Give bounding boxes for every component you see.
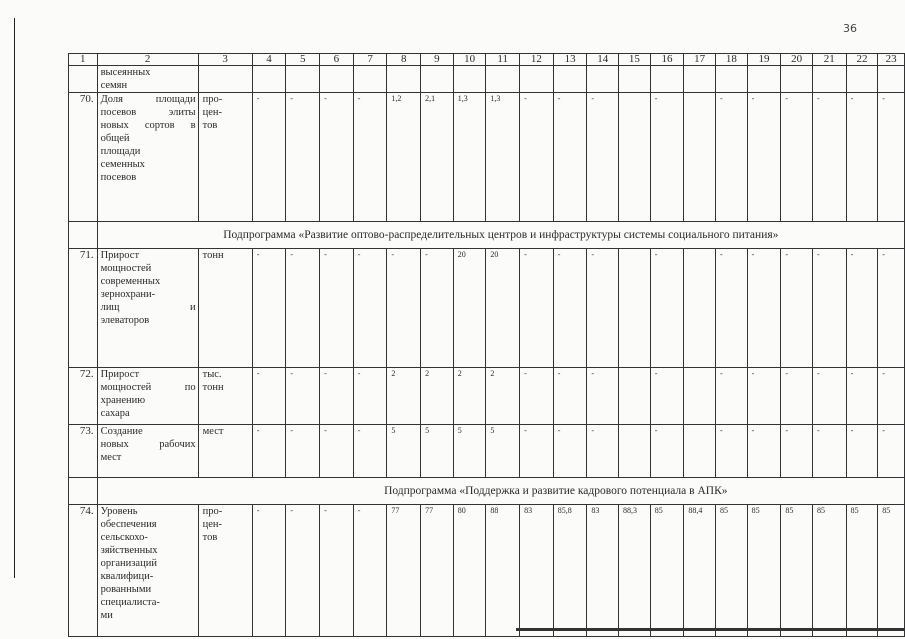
value-cell: 1,3	[486, 93, 520, 222]
value-cell	[878, 66, 905, 93]
value-cell	[421, 66, 454, 93]
text-line: про-	[202, 506, 223, 517]
text-line: зяйственных	[100, 545, 158, 556]
value-cell: -	[781, 425, 813, 478]
word: по	[184, 382, 196, 393]
subprogram-row	[69, 478, 905, 505]
value-cell: -	[353, 505, 387, 637]
value-cell: 85	[650, 505, 684, 637]
text-line: семян	[100, 80, 128, 91]
value-cell: -	[252, 425, 286, 478]
value-cell: -	[387, 249, 421, 368]
value-cell	[716, 66, 748, 93]
value-cell: 2	[387, 368, 421, 425]
indicator-name	[97, 249, 198, 368]
value-cell: -	[747, 249, 781, 368]
text-line: Прирост	[100, 250, 140, 261]
value-cell: -	[812, 425, 846, 478]
text-line: общей	[100, 133, 130, 144]
value-cell	[781, 66, 813, 93]
value-cell	[486, 66, 520, 93]
value-cell: -	[878, 368, 905, 425]
value-cell: -	[520, 249, 554, 368]
text-line: посевов	[100, 172, 137, 183]
value-cell	[387, 66, 421, 93]
text-line: специалиста-	[100, 597, 160, 608]
word: и	[190, 302, 196, 313]
unit-cell	[198, 425, 252, 478]
value-cell: -	[587, 425, 619, 478]
value-cell: -	[878, 249, 905, 368]
word: новых	[100, 120, 129, 131]
value-cell	[353, 66, 387, 93]
value-cell: -	[353, 249, 387, 368]
value-cell: -	[716, 93, 748, 222]
text-line	[101, 301, 196, 314]
word: лищ	[100, 302, 120, 313]
text-line: ми	[100, 610, 113, 621]
text-line: площади	[100, 146, 141, 157]
value-cell: 1,2	[387, 93, 421, 222]
value-cell: -	[252, 249, 286, 368]
value-cell: -	[553, 425, 587, 478]
value-cell: 1,3	[453, 93, 486, 222]
value-cell: -	[781, 249, 813, 368]
value-cell: -	[421, 249, 454, 368]
column-number: 21	[812, 54, 846, 66]
bottom-rule	[516, 628, 905, 631]
column-number: 8	[387, 54, 421, 66]
value-cell: -	[747, 425, 781, 478]
text-line: тов	[202, 120, 218, 131]
value-cell: -	[781, 93, 813, 222]
value-cell: -	[252, 93, 286, 222]
text-line: семенных	[100, 159, 145, 170]
text-line: тыс.	[202, 369, 222, 380]
value-cell: -	[286, 425, 320, 478]
value-cell: 85	[812, 505, 846, 637]
value-cell: -	[846, 93, 878, 222]
value-cell	[684, 93, 716, 222]
word: новых	[100, 439, 129, 450]
text-line	[101, 106, 196, 119]
column-number: 16	[650, 54, 684, 66]
indicator-name	[97, 505, 198, 637]
value-cell: -	[286, 368, 320, 425]
unit-cell	[198, 249, 252, 368]
subprogram-title: Подпрограмма «Поддержка и развитие кадрового потенциала в АПК»	[97, 478, 904, 505]
subprogram-row	[69, 222, 905, 249]
unit-cell	[198, 368, 252, 425]
text-line: квалифици-	[100, 571, 154, 582]
value-cell: -	[878, 425, 905, 478]
value-cell: -	[320, 249, 354, 368]
value-cell: 5	[453, 425, 486, 478]
table-row	[69, 249, 905, 368]
page-number: 36	[843, 22, 857, 35]
column-number: 22	[846, 54, 878, 66]
column-number: 7	[353, 54, 387, 66]
value-cell: 5	[486, 425, 520, 478]
text-line: тов	[202, 532, 218, 543]
column-number: 23	[878, 54, 905, 66]
word: мощностей	[100, 382, 152, 393]
value-cell: -	[812, 249, 846, 368]
value-cell	[650, 66, 684, 93]
value-cell: -	[353, 93, 387, 222]
value-cell: 2	[486, 368, 520, 425]
value-cell: -	[286, 93, 320, 222]
value-cell: 85	[878, 505, 905, 637]
column-number: 6	[320, 54, 354, 66]
row-number: 70.	[69, 93, 98, 222]
value-cell: 77	[421, 505, 454, 637]
value-cell: 85	[781, 505, 813, 637]
value-cell: 2	[421, 368, 454, 425]
column-number: 19	[747, 54, 781, 66]
value-cell: -	[520, 93, 554, 222]
word: в	[190, 120, 196, 131]
value-cell: -	[650, 93, 684, 222]
table-row	[69, 505, 905, 637]
text-line: мест	[100, 452, 122, 463]
word: площади	[155, 94, 196, 105]
column-number: 3	[198, 54, 252, 66]
value-cell: -	[587, 249, 619, 368]
indicator-name	[97, 93, 198, 222]
value-cell: 20	[453, 249, 486, 368]
value-cell: -	[520, 368, 554, 425]
unit-cell	[198, 93, 252, 222]
word: элиты	[168, 107, 196, 118]
value-cell: -	[846, 368, 878, 425]
column-number: 10	[453, 54, 486, 66]
table-row	[69, 425, 905, 478]
text-line: Прирост	[100, 369, 140, 380]
text-line: Создание	[100, 426, 143, 437]
text-line: мест	[202, 426, 224, 437]
column-number: 15	[619, 54, 651, 66]
value-cell	[812, 66, 846, 93]
text-line: сахара	[100, 408, 130, 419]
value-cell: -	[587, 93, 619, 222]
value-cell: 80	[453, 505, 486, 637]
value-cell: -	[716, 368, 748, 425]
value-cell: -	[520, 425, 554, 478]
table-row	[69, 93, 905, 222]
value-cell	[684, 425, 716, 478]
value-cell: 77	[387, 505, 421, 637]
text-line: сельскохо-	[100, 532, 148, 543]
column-number: 2	[97, 54, 198, 66]
text-line: современных	[100, 276, 161, 287]
text-line: обеспечения	[100, 519, 157, 530]
value-cell	[553, 66, 587, 93]
table-row	[69, 368, 905, 425]
row-number	[69, 222, 98, 249]
value-cell: -	[650, 368, 684, 425]
column-number: 9	[421, 54, 454, 66]
value-cell: 88,3	[619, 505, 651, 637]
text-line	[101, 119, 196, 132]
row-number: 71.	[69, 249, 98, 368]
word: Доля	[100, 94, 123, 105]
value-cell	[520, 66, 554, 93]
value-cell: -	[320, 505, 354, 637]
row-number: 74.	[69, 505, 98, 637]
value-cell: 85	[846, 505, 878, 637]
value-cell: -	[553, 93, 587, 222]
value-cell: -	[846, 249, 878, 368]
text-line: высеянных	[100, 67, 151, 78]
value-cell	[684, 368, 716, 425]
text-line: мощностей	[100, 263, 152, 274]
value-cell: 2,1	[421, 93, 454, 222]
value-cell: -	[252, 368, 286, 425]
value-cell: 83	[520, 505, 554, 637]
value-cell: -	[587, 368, 619, 425]
indicator-name	[97, 368, 198, 425]
continuation-row	[69, 66, 905, 93]
row-number: 73.	[69, 425, 98, 478]
column-number: 4	[252, 54, 286, 66]
text-line: тонн	[202, 382, 224, 393]
table-body	[69, 54, 905, 637]
value-cell: 2	[453, 368, 486, 425]
value-cell: 83	[587, 505, 619, 637]
value-cell: -	[553, 368, 587, 425]
word: сортов	[144, 120, 175, 131]
indicator-table	[68, 53, 905, 637]
value-cell	[453, 66, 486, 93]
value-cell: -	[553, 249, 587, 368]
value-cell: 88	[486, 505, 520, 637]
value-cell	[846, 66, 878, 93]
value-cell	[619, 66, 651, 93]
row-number	[69, 66, 98, 93]
value-cell: -	[878, 93, 905, 222]
value-cell	[320, 66, 354, 93]
indicator-name	[97, 66, 198, 93]
word: рабочих	[159, 439, 196, 450]
value-cell: -	[812, 368, 846, 425]
value-cell: -	[716, 425, 748, 478]
column-number: 1	[69, 54, 98, 66]
value-cell: 5	[387, 425, 421, 478]
text-line: рованными	[100, 584, 152, 595]
row-number	[69, 478, 98, 505]
text-line: про-	[202, 94, 223, 105]
margin-rule	[14, 18, 15, 578]
value-cell: 5	[421, 425, 454, 478]
value-cell	[684, 249, 716, 368]
value-cell: -	[747, 93, 781, 222]
value-cell: -	[320, 93, 354, 222]
text-line: организаций	[100, 558, 157, 569]
row-number: 72.	[69, 368, 98, 425]
value-cell	[619, 93, 651, 222]
value-cell: -	[320, 425, 354, 478]
value-cell: 20	[486, 249, 520, 368]
value-cell: 85	[747, 505, 781, 637]
text-line: зернохрани-	[100, 289, 156, 300]
value-cell: -	[716, 249, 748, 368]
value-cell: -	[252, 505, 286, 637]
value-cell: -	[846, 425, 878, 478]
text-line: цен-	[202, 107, 223, 118]
value-cell: -	[650, 249, 684, 368]
value-cell: -	[353, 368, 387, 425]
value-cell	[587, 66, 619, 93]
value-cell: -	[747, 368, 781, 425]
value-cell: 85,8	[553, 505, 587, 637]
value-cell	[619, 425, 651, 478]
column-number: 20	[781, 54, 813, 66]
header-row	[69, 54, 905, 66]
column-number: 12	[520, 54, 554, 66]
text-line	[101, 381, 196, 394]
text-line	[101, 438, 196, 451]
value-cell: -	[781, 368, 813, 425]
column-number: 17	[684, 54, 716, 66]
column-number: 11	[486, 54, 520, 66]
column-number: 18	[716, 54, 748, 66]
value-cell: -	[650, 425, 684, 478]
column-number: 14	[587, 54, 619, 66]
value-cell: -	[353, 425, 387, 478]
word: посевов	[100, 107, 137, 118]
value-cell	[619, 368, 651, 425]
indicator-name	[97, 425, 198, 478]
value-cell: -	[320, 368, 354, 425]
value-cell	[684, 66, 716, 93]
value-cell: 88,4	[684, 505, 716, 637]
value-cell: -	[812, 93, 846, 222]
text-line: Уровень	[100, 506, 138, 517]
text-line: цен-	[202, 519, 223, 530]
value-cell: -	[286, 505, 320, 637]
text-line: тонн	[202, 250, 224, 261]
column-number: 5	[286, 54, 320, 66]
value-cell	[619, 249, 651, 368]
value-cell	[198, 66, 252, 93]
value-cell	[747, 66, 781, 93]
value-cell	[286, 66, 320, 93]
text-line	[101, 93, 196, 106]
column-number: 13	[553, 54, 587, 66]
subprogram-title: Подпрограмма «Развитие оптово-распределительных центров и инфраструктуры системы социального питания»	[97, 222, 904, 249]
value-cell	[252, 66, 286, 93]
unit-cell	[198, 505, 252, 637]
text-line: элеваторов	[100, 315, 150, 326]
value-cell: -	[286, 249, 320, 368]
text-line: хранению	[100, 395, 146, 406]
value-cell: 85	[716, 505, 748, 637]
